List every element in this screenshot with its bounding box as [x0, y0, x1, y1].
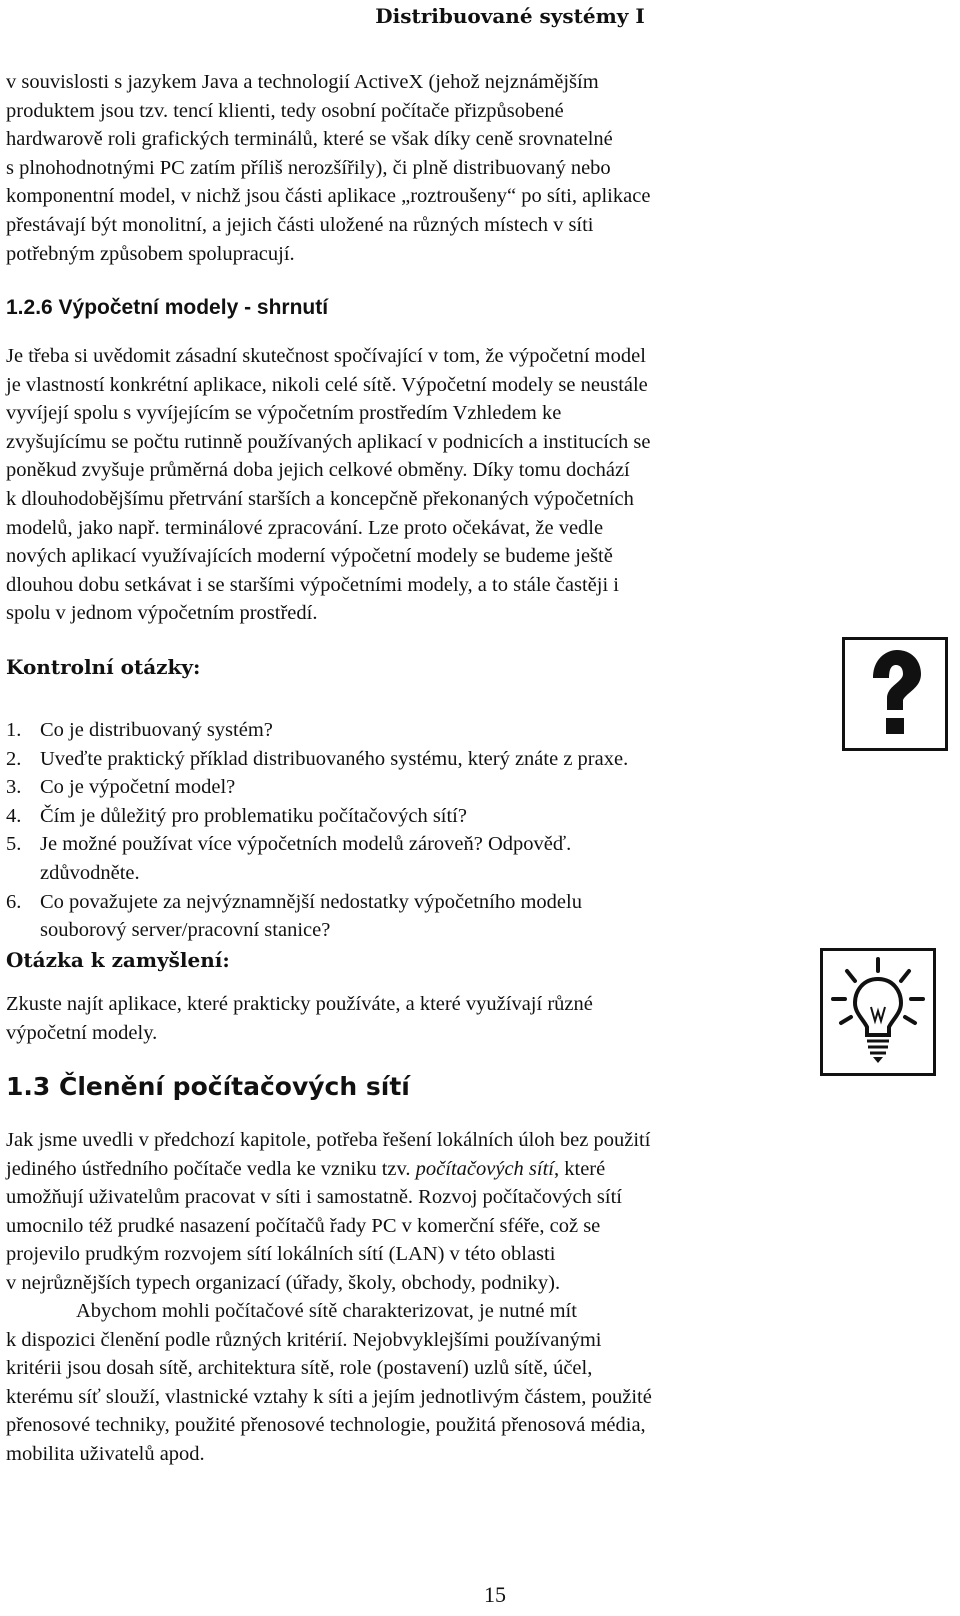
reflection-heading: Otázka k zamyšlení:	[6, 948, 230, 972]
list-item	[6, 773, 786, 802]
section-heading-1-2-6: 1.2.6 Výpočetní modely - shrnutí	[6, 296, 329, 319]
control-questions-list	[6, 716, 786, 945]
question-mark-icon	[842, 637, 948, 751]
question-text: Co považujete za nejvýznamnější nedostatky výpočetního modelu souborový server/pracovní stanice?	[40, 890, 582, 942]
question-number: 4.	[6, 804, 22, 827]
question-text: Co je výpočetní model?	[40, 776, 236, 799]
question-text: Je možné používat více výpočetních modelů zároveň? Odpověď. zdůvodněte.	[40, 833, 572, 884]
question-number: 2.	[6, 747, 22, 770]
emphasized-term: počítačových sítí	[415, 1157, 554, 1180]
list-item	[6, 745, 786, 774]
control-questions-heading: Kontrolní otázky:	[6, 655, 201, 679]
chapter-1-3-paragraph-1	[6, 1126, 806, 1298]
section-1-2-6-body: Je třeba si uvědomit zásadní skutečnost spočívající v tom, že výpočetní model je vlastností konkrétní aplikace, nikoli celé sítě. Výpočetní modely se neustále vyvíjejí spolu s vyvíjejícím se výpočetním prostředím Vzhledem ke zvyšujícímu se počtu rutinně používaných aplikací v podnicích a institucích se poněkud zvyšuje průměrná doba jejich celkové obměny. Díky tomu dochází k dlouhodobějšímu přetrvání starších a koncepčně překonaných výpočetních modelů, jako např. terminálové zpracování. Lze proto očekávat, že vedle nových aplikací využívajících moderní výpočetní modely se budeme ještě dlouhou dobu setkávat i se staršími výpočetními modely, a to stále častěji i spolu v jednom výpočetním prostředí.	[6, 345, 651, 625]
question-text: Co je distribuovaný systém?	[40, 719, 273, 741]
list-item	[6, 716, 786, 745]
list-item	[6, 888, 786, 945]
chapter-1-3-paragraph-2	[6, 1297, 806, 1469]
intro-paragraph: v souvislosti s jazykem Java a technologií ActiveX (jehož nejznámějším produktem jsou tzv. tencí klienti, tedy osobní počítače přizpůsobené hardwarově roli grafických terminálů, které se však díky ceně srovnatelné s plnohodnotnými PC zatím příliš nerozšířily), či plně distribuovaný nebo komponentní model, v nichž jsou části aplikace „roztroušeny“ po síti, aplikace přestávají být monolitní, a jejich části uložené na různých místech v síti potřebným způsobem spolupracují.	[6, 71, 651, 265]
paragraph-text: Jak jsme uvedli v předchozí kapitole, potřeba řešení lokálních úloh bez použití jediného ústředního počítače vedla ke vzniku tzv.	[6, 1129, 651, 1180]
question-mark-icon-graphic	[845, 640, 945, 748]
question-text: Čím je důležitý pro problematiku počítačových sítí?	[40, 804, 467, 827]
reflection-body: Zkuste najít aplikace, které prakticky používáte, a které využívají různé výpočetní modely.	[6, 993, 593, 1044]
chapter-heading-1-3: 1.3 Členění počítačových sítí	[6, 1072, 410, 1101]
page-number: 15	[484, 1582, 506, 1607]
running-header: Distribuované systémy I	[375, 4, 645, 28]
list-item	[6, 830, 786, 887]
lightbulb-icon	[820, 948, 936, 1076]
question-number: 5.	[6, 833, 22, 856]
question-number: 3.	[6, 776, 22, 799]
paragraph-text: Abychom mohli počítačové sítě charakterizovat, je nutné mít k dispozici členění podle různých kritérií. Nejobvyklejšími používanými kritérii jsou dosah sítě, architektura sítě, role (postavení) uzlů sítě, účel, kterému síť slouží, vlastnické vztahy k síti a jejím jednotlivým částem, použité přenosové techniky, použité přenosové technologie, použitá přenosová média, mobilita uživatelů apod.	[6, 1300, 652, 1465]
list-item	[6, 802, 786, 831]
question-text: Uveďte praktický příklad distribuovaného systému, který znáte z praxe.	[40, 747, 629, 770]
paragraph-text: , které umožňují uživatelům pracovat v síti i samostatně. Rozvoj počítačových sítí umocnilo též prudké nasazení počítačů řady PC v komerční sféře, což se projevilo prudkým rozvojem sítí lokálních sítí (LAN) v této oblasti v nejrůznějších typech organizací (úřady, školy, obchody, podniky).	[6, 1157, 623, 1294]
question-number: 6.	[6, 890, 22, 913]
lightbulb-icon-graphic	[823, 951, 933, 1073]
question-number: 1.	[6, 719, 22, 741]
